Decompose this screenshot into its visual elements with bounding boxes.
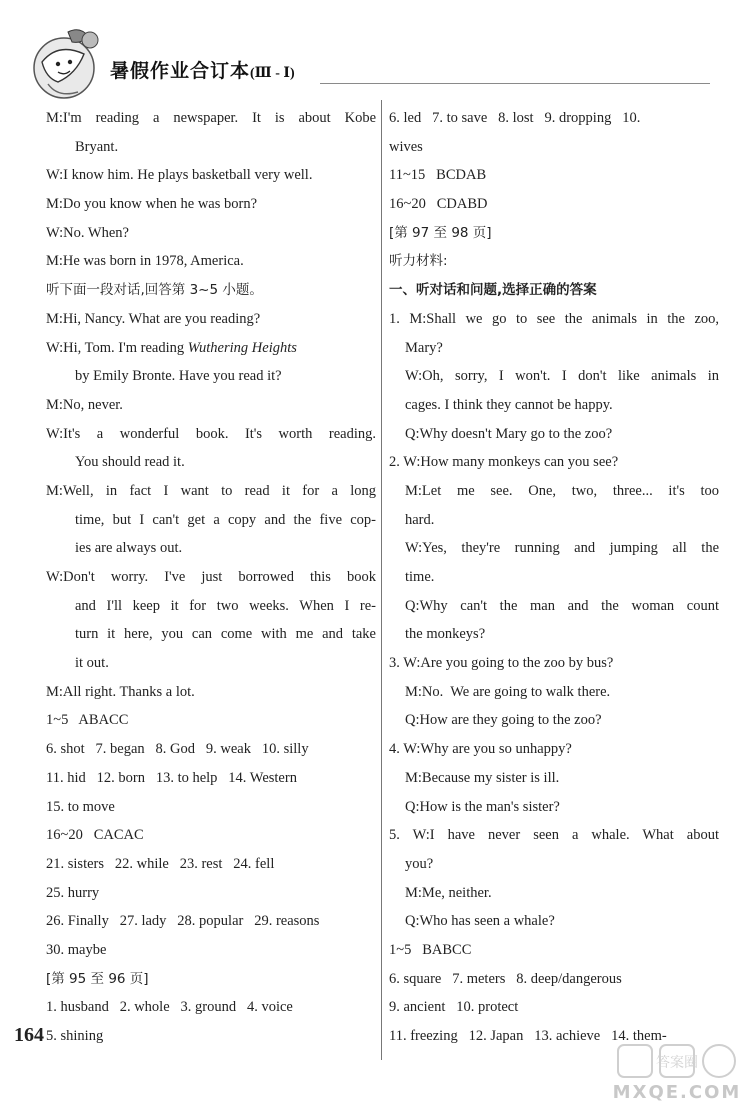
text-line: M:Do you know when he was born? [46, 196, 258, 213]
section-heading: 一、听对话和问题,选择正确的答案 [389, 282, 597, 299]
text-line: M:Me, neither. [405, 884, 492, 901]
answer-line: 16~20 CACAC [46, 827, 144, 844]
watermark-logo-text: 答案圈 [656, 1055, 698, 1071]
answer-line: 1~5 BABCC [389, 941, 472, 958]
text-line: M:Because my sister is ill. [405, 769, 560, 786]
text-line: 2. W:How many monkeys can you see? [389, 454, 619, 471]
text-line: W:I know him. He plays basketball very well. [46, 167, 313, 184]
answer-line: 1~5 ABACC [46, 712, 129, 729]
text-line: Q:Why can't the man and the woman count [405, 597, 719, 614]
answer-line: 21. sisters 22. while 23. rest 24. fell [46, 855, 275, 872]
answer-line: 5. shining [46, 1028, 104, 1044]
book-title-italic: Wuthering Heights [187, 339, 297, 356]
left-column [46, 104, 376, 1051]
text-line: M:Well, in fact I want to read it for a long [46, 482, 376, 499]
page-number: 164 [14, 1024, 44, 1046]
text-line: and I'll keep it for two weeks. When I re- [75, 597, 376, 614]
answer-line: 11. freezing 12. Japan 13. achieve 14. them- [389, 1028, 667, 1044]
mascot-logo-icon [28, 22, 106, 104]
text-line: you? [405, 855, 434, 872]
text-line: Q:Who has seen a whale? [405, 913, 555, 930]
text-line: Q:How is the man's sister? [405, 798, 560, 815]
answer-line: 11. hid 12. born 13. to help 14. Western [46, 769, 297, 786]
right-column [389, 104, 719, 1051]
answer-line: 11~15 BCDAB [389, 167, 487, 184]
text-line-part: W:Hi, Tom. I'm reading [46, 339, 185, 356]
book-subtitle: (Ⅲ - Ⅰ) [250, 66, 295, 81]
text-line: time. [405, 569, 435, 585]
text-line: Q:Why doesn't Mary go to the zoo? [405, 425, 613, 442]
text-line: 1. M:Shall we go to see the animals in the zoo, [389, 310, 719, 327]
watermark-text: MXQE.COM [612, 1082, 742, 1103]
text-line: Mary? [405, 339, 443, 356]
text-line: 4. W:Why are you so unhappy? [389, 741, 572, 758]
text-line: Bryant. [75, 138, 119, 155]
page-range-heading: [第 97 至 98 页] [389, 224, 492, 241]
text-line: W:It's a wonderful book. It's worth reading. [46, 425, 376, 442]
text-line: time, but I can't get a copy and the five cop- [75, 511, 376, 528]
text-line: ies are always out. [75, 540, 183, 557]
text-line: M:Let me see. One, two, three... it's too [405, 482, 719, 499]
text-line: turn it here, you can come with me and take [75, 626, 376, 643]
text-line: M:All right. Thanks a lot. [46, 683, 195, 700]
text-line: You should read it. [75, 454, 185, 471]
text-line: by Emily Bronte. Have you read it? [75, 368, 282, 385]
text-line: 3. W:Are you going to the zoo by bus? [389, 655, 614, 672]
book-title-text: 暑假作业合订本 [110, 61, 251, 82]
answer-line: 30. maybe [46, 941, 107, 958]
watermark [612, 1041, 742, 1105]
text-line: cages. I think they cannot be happy. [405, 396, 613, 413]
text-line: W:Yes, they're running and jumping all the [405, 540, 719, 557]
answer-line: 25. hurry [46, 884, 100, 901]
text-line: W:No. When? [46, 224, 129, 241]
page-header [0, 0, 750, 110]
answer-line: 9. ancient 10. protect [389, 999, 519, 1016]
answer-line: 6. shot 7. began 8. God 9. weak 10. silly [46, 741, 309, 758]
text-line [46, 334, 376, 363]
section-label: 听力材料: [389, 253, 448, 270]
text-line: the monkeys? [405, 626, 486, 643]
book-title [110, 56, 295, 83]
text-line: M:Hi, Nancy. What are you reading? [46, 310, 261, 327]
text-line: M:I'm reading a newspaper. It is about Kobe [46, 110, 376, 126]
watermark-logo-icon [612, 1041, 742, 1081]
answer-line: 16~20 CDABD [389, 196, 488, 213]
answer-line: 6. led 7. to save 8. lost 9. dropping 10. [389, 110, 641, 126]
text-line: M:He was born in 1978, America. [46, 253, 244, 270]
page-range-heading: [第 95 至 96 页] [46, 970, 149, 987]
answer-line: 26. Finally 27. lady 28. popular 29. reasons [46, 913, 320, 930]
header-rule [320, 83, 710, 84]
answer-line: 6. square 7. meters 8. deep/dangerous [389, 970, 622, 987]
text-line: W:Don't worry. I've just borrowed this book [46, 569, 376, 585]
text-line: W:Oh, sorry, I won't. I don't like animals in [405, 368, 719, 385]
answer-line: wives [389, 138, 423, 155]
text-line: Q:How are they going to the zoo? [405, 712, 602, 729]
text-line: M:No, never. [46, 396, 123, 413]
text-line: it out. [75, 655, 109, 672]
column-divider [381, 100, 382, 1060]
text-line: 5. W:I have never seen a whale. What about [389, 827, 719, 844]
text-line: M:No. We are going to walk there. [405, 683, 611, 700]
answer-line: 15. to move [46, 798, 115, 815]
text-line: hard. [405, 511, 435, 528]
answer-line: 1. husband 2. whole 3. ground 4. voice [46, 999, 293, 1016]
section-instruction: 听下面一段对话,回答第 3~5 小题。 [46, 282, 263, 299]
